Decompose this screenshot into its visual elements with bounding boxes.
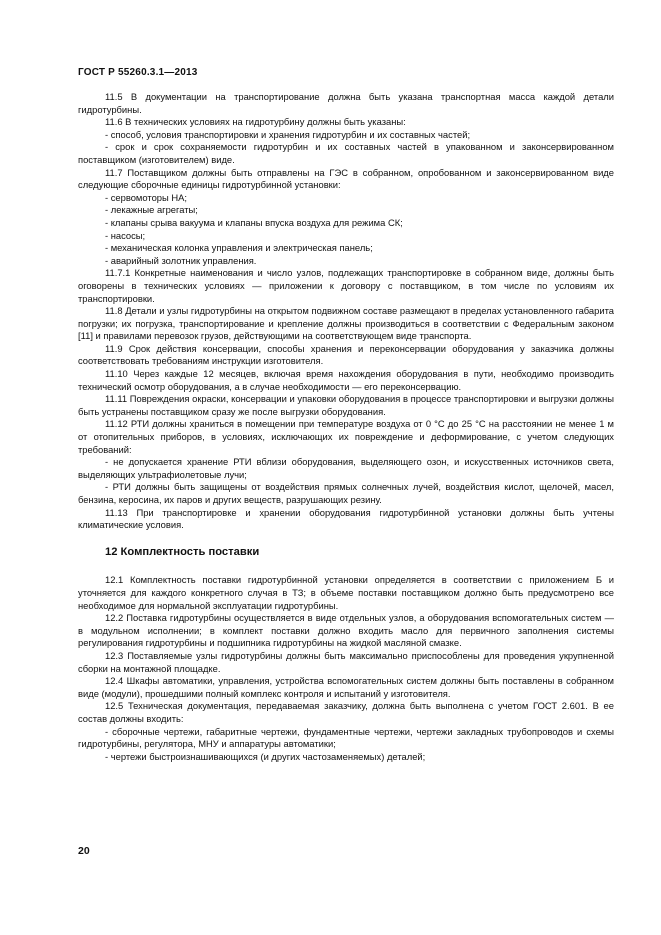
list-item: - сборочные чертежи, габаритные чертежи, фундаментные чертежи, чертежи закладных трубопроводов и схемы гидротурбины, регулятора, МНУ и аппаратуры автоматики; [78,725,614,750]
paragraph: 12.4 Шкафы автоматики, управления, устройства вспомогательных систем должны быть поставлены в собранном виде (модули), прошедшими полный комплекс контроля и испытаний у изготовителя. [78,675,614,699]
list-item: - аварийный золотник управления. [105,254,257,266]
section-11-text [78,91,614,532]
document-header: ГОСТ Р 55260.3.1—2013 [78,67,198,78]
list-item: - срок и срок сохраняемости гидротурбин и их составных частей в упакованном и законсервированном поставщиком (изготовителем) виде. [78,141,614,165]
list-item: - чертежи быстроизнашивающихся (и других частозаменяемых) деталей; [105,750,426,762]
document-body [78,91,614,763]
paragraph: 11.11 Повреждения окраски, консервации и упаковки оборудования в процессе транспортировки и выгрузки должны быть устранены поставщиком сразу же после выгрузки оборудования. [78,393,614,417]
list-item: - РТИ должны быть защищены от воздействия прямых солнечных лучей, воздействия кислот, щелочей, масел, бензина, керосина, их паров и других веществ, разрушающих резину. [78,481,614,505]
list-item: - насосы; [105,229,146,241]
paragraph: 12.5 Техническая документация, передаваемая заказчику, должна быть выполнена с учетом ГОСТ 2.601. В ее состав должны входить: [78,700,614,724]
list-item: - лекажные агрегаты; [105,204,198,216]
section-title: 12 Комплектность поставки [105,545,260,558]
page-number: 20 [78,845,90,857]
paragraph: 11.5 В документации на транспортирование должна быть указана транспортная масса каждой детали гидротурбины. [78,91,614,115]
paragraph: 11.12 РТИ должны храниться в помещении при температуре воздуха от 0 °С до 25 °С на расстоянии не менее 1 м от отопительных приборов, в условиях, исключающих их повреждение и деформирование, с учетом следующих требований: [78,418,614,455]
paragraph: 11.8 Детали и узлы гидротурбины на открытом подвижном составе размещают в пределах установленного габарита погрузки; их погрузка, транспортирование и крепление должны производиться в соответствии с Федеральным законом [11] и правилами перевозок грузов, действующими на соответствующем виде транспорта. [78,305,614,342]
paragraph: 11.7.1 Конкретные наименования и число узлов, подлежащих транспортировке в собранном виде, должны быть оговорены в технических условиях — приложении к договору с поставщиком, в том числе по условиям их транспортировки. [78,267,614,304]
paragraph: 11.6 В технических условиях на гидротурбину должны быть указаны: [105,116,406,128]
paragraph: 11.10 Через каждые 12 месяцев, включая время нахождения оборудования в пути, необходимо производить технический осмотр оборудования, а в случае необходимости — его переконсервацию. [78,368,614,392]
paragraph: 12.3 Поставляемые узлы гидротурбины должны быть максимально приспособлены для проведения укрупненной сборки на монтажной площадке. [78,649,614,674]
list-item: - сервомоторы НА; [105,191,187,203]
list-item: - не допускается хранение РТИ вблизи оборудования, выделяющего озон, и искусственных источников света, выделяющих ультрафиолетовые лучи; [78,456,614,480]
section-12-text [78,574,614,763]
paragraph: 11.13 При транспортировке и хранении оборудования гидротурбинной установки должны быть учтены климатические условия. [78,506,614,531]
list-item: - клапаны срыва вакуума и клапаны впуска воздуха для режима СК; [105,216,403,228]
paragraph: 11.9 Срок действия консервации, способы хранения и переконсервации оборудования у заказчика должны соответствовать требованиям инструкции изготовителя. [78,342,614,367]
list-item: - механическая колонка управления и электрическая панель; [105,242,373,254]
list-item: - способ, условия транспортировки и хранения гидротурбин и их составных частей; [105,128,471,140]
paragraph: 12.2 Поставка гидротурбины осуществляется в виде отдельных узлов, а оборудования вспомогательных систем — в модульном исполнении; в комплект поставки должно входить масло для первичного заполнения системы регулирования гидротурбины и подшипника гидротурбины на жидкой масляной смазке. [78,612,614,649]
paragraph: 11.7 Поставщиком должны быть отправлены на ГЭС в собранном, опробованном и законсервированном виде следующие сборочные единицы гидротурбинной установки: [78,166,614,191]
paragraph: 12.1 Комплектность поставки гидротурбинной установки определяется в соответствии с приложением Б и уточняется для каждого конкретного случая в ТЗ; в объеме поставки поставщиком должно быть предусмотрено все необходимое для нормальной эксплуатации гидротурбины. [78,574,614,611]
